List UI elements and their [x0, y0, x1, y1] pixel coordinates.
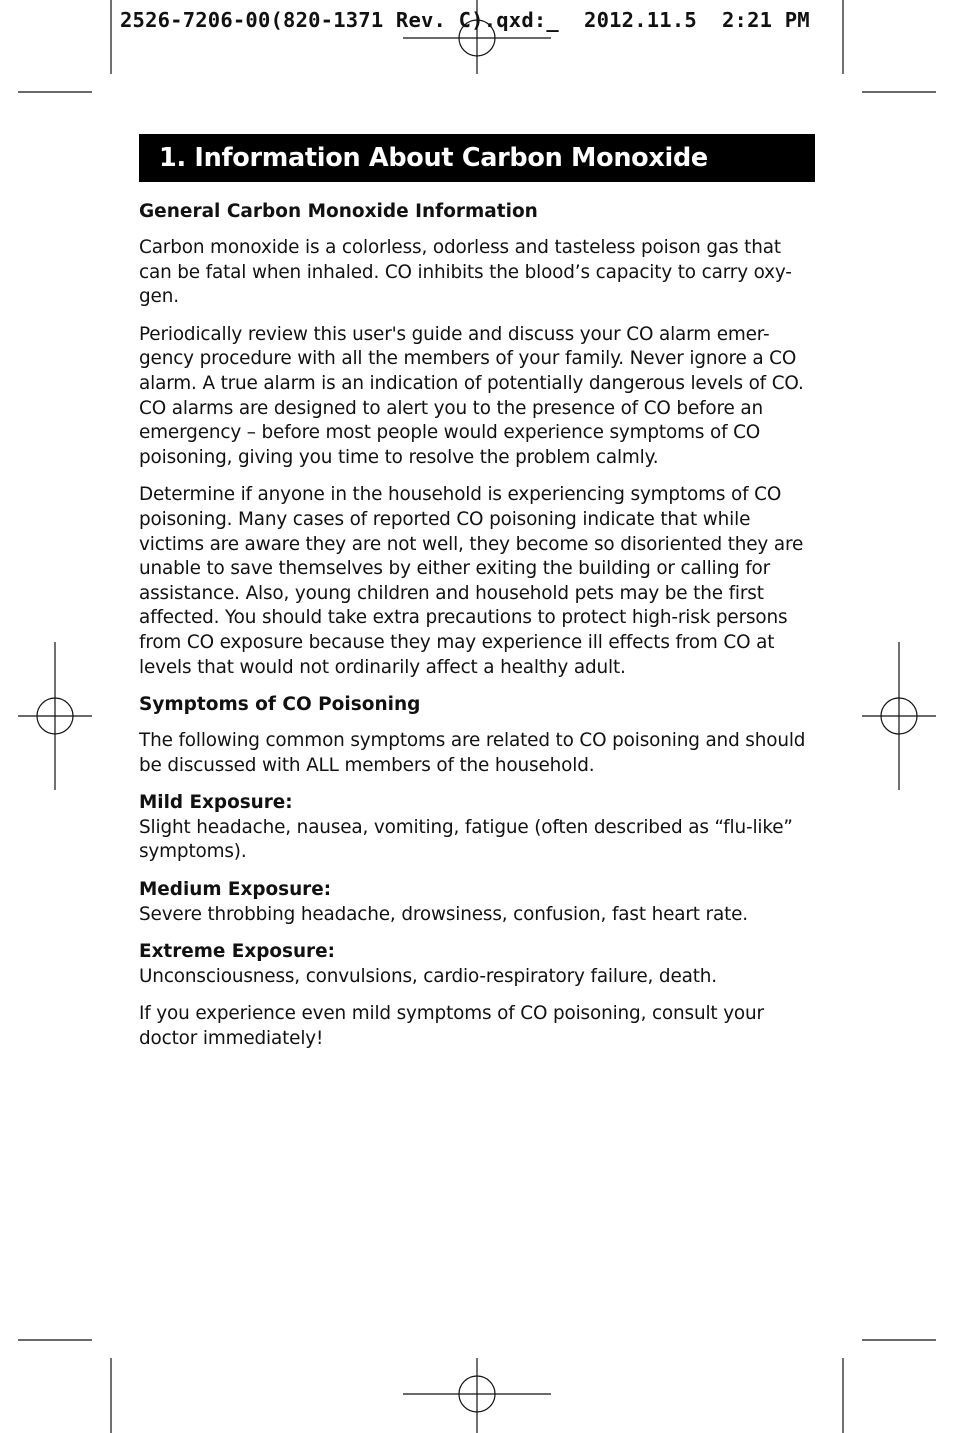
registration-mark-left [18, 642, 92, 790]
section-heading-symptoms: Symptoms of CO Poisoning [139, 694, 421, 716]
medium-exposure-text: Severe throbbing headache, drowsiness, confusion, fast heart rate. [139, 903, 748, 925]
print-slug-header: 2526-7206-00(820-1371 Rev. C).qxd:_ 2012.11.5 2:21 PM [120, 8, 810, 32]
paragraph-household-symptoms: Determine if anyone in the household is experiencing symptoms of CO poisoning. Many cases of reported CO poisoning indicate that while victims are aware they are not well, they become so disoriented they are unable to save themselves by either exiting the building or calling for assistance. Also, young children and household pets may be the first affected. You should take extra precautions to protect high-risk persons from CO exposure because they may experience ill effects from CO at levels that would not ordinarily affect a healthy adult. [139, 484, 804, 678]
section-heading-general: General Carbon Monoxide Information [139, 201, 538, 222]
medium-exposure-label: Medium Exposure: [139, 879, 332, 901]
extreme-exposure-text: Unconsciousness, convulsions, cardio-respiratory failure, death. [139, 965, 717, 987]
document-page [139, 134, 815, 1052]
registration-mark-right [862, 642, 936, 790]
chapter-title: 1. Information About Carbon Monoxide [139, 134, 815, 182]
mild-exposure-label: Mild Exposure: [139, 792, 293, 814]
registration-mark-bottom [403, 1358, 551, 1433]
mild-exposure-text: Slight headache, nausea, vomiting, fatigue (often described as “flu-like” symptoms). [139, 816, 793, 863]
paragraph-consult-doctor: If you experience even mild symptoms of CO poisoning, consult your doctor immediately! [139, 1003, 764, 1050]
paragraph-symptoms-intro: The following common symptoms are related to CO poisoning and should be discussed with ALL members of the household. [139, 730, 806, 776]
paragraph-co-definition: Carbon monoxide is a colorless, odorless and tasteless poison gas that can be fatal when inhaled. CO inhibits the blood’s capacity to carry oxy-gen. [139, 237, 792, 308]
extreme-exposure-label: Extreme Exposure: [139, 941, 335, 963]
paragraph-review-guide: Periodically review this user's guide and discuss your CO alarm emer-gency procedure with all the members of your family. Never ignore a CO alarm. A true alarm is an indication of potentially dangerous levels of CO. CO alarms are designed to alert you to the presence of CO before an emergency – before most people would experience symptoms of CO poisoning, giving you time to resolve the problem calmly. [139, 323, 804, 468]
